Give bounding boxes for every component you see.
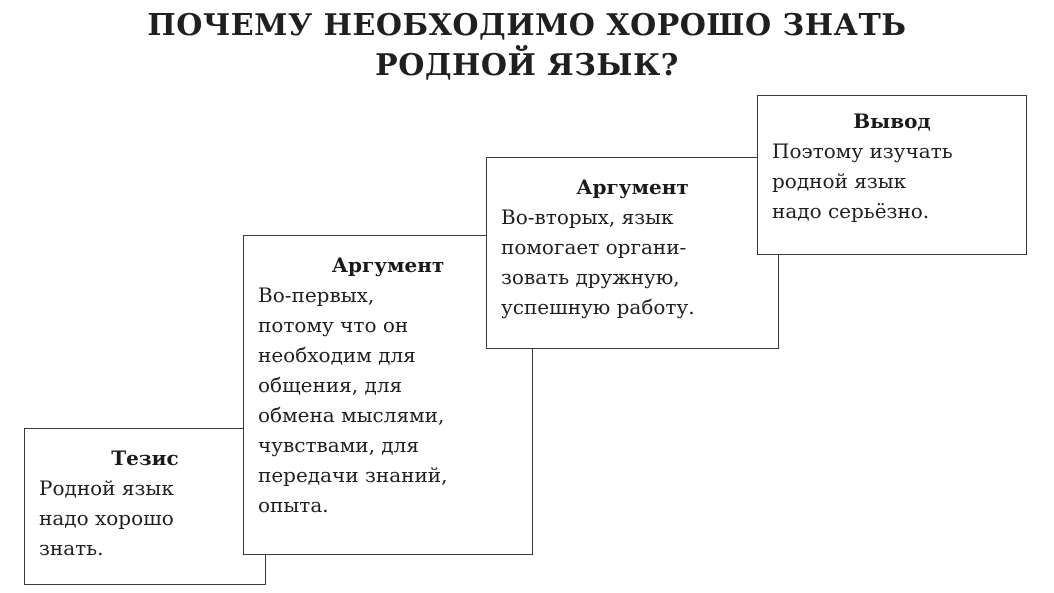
argument-1-text: Во-первых, потому что он необходим для общения, для обмена мыслями, чувствами, для передачи знаний, опыта. <box>258 283 448 517</box>
conclusion-heading: Вывод <box>853 109 931 133</box>
conclusion-box <box>757 95 1027 255</box>
argument-1-heading: Аргумент <box>331 253 445 277</box>
conclusion-text: Поэтому изучать родной язык надо серьёзно. <box>772 139 953 223</box>
argument-2-text: Во-вторых, язык помогает органи- зовать дружную, успешную работу. <box>501 205 695 319</box>
title-line-1: ПОЧЕМУ НЕОБХОДИМО ХОРОШО ЗНАТЬ <box>147 8 907 43</box>
thesis-text: Родной язык надо хорошо знать. <box>39 476 174 560</box>
thesis-box <box>24 428 266 585</box>
diagram-title <box>0 6 1054 86</box>
argument-box-2 <box>486 157 779 349</box>
argument-2-heading: Аргумент <box>576 175 689 199</box>
title-line-2: РОДНОЙ ЯЗЫК? <box>375 48 679 83</box>
thesis-heading: Тезис <box>111 446 179 470</box>
